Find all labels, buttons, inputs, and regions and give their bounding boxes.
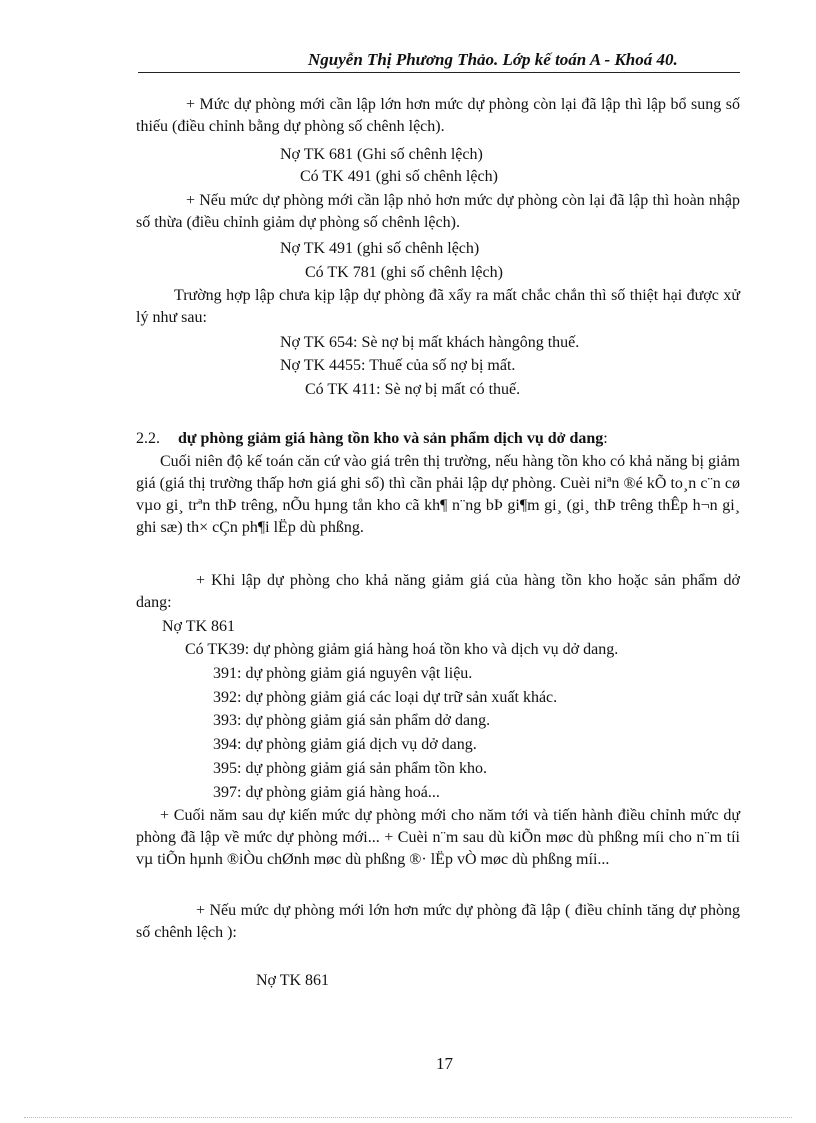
entry-credit-781: Có TK 781 (ghi số chênh lệch) [305,264,503,281]
sub-account-393: 393: dự phòng giảm giá sản phẩm dở dang. [213,712,491,729]
header-rule [138,72,740,73]
entry-debit-4455: Nợ TK 4455: Thuế của số nợ bị mất. [280,357,516,374]
paragraph-next-year: + Cuối năm sau dự kiến mức dự phòng mới cho năm tới và tiến hành điều chỉnh mức dự phòng đã lập về mức dự phòng mới... + Cuèi n¨m sau dù kiÕn møc dù phßng míi cho n¨m tíi vµ tiÕn hµnh ®iÒu chØnh møc dù phßng ®· lËp vÒ møc dù phßng míi... [136,807,740,868]
entry-credit-tk39: Có TK39: dự phòng giảm giá hàng hoá tồn kho và dịch vụ dở dang. [185,641,619,658]
section-number: 2.2. [136,430,160,447]
paragraph-increase: + Nếu mức dự phòng mới lớn hơn mức dự phòng đã lập ( điều chỉnh tăng dự phòng số chênh lệch ): [136,902,740,941]
bottom-rule [24,1117,792,1118]
section-colon: : [603,430,608,447]
entry-debit-861-final: Nợ TK 861 [256,972,330,989]
paragraph-loss-case: Trường hợp lập chưa kịp lập dự phòng đã xẩy ra mất chắc chắn thì số thiệt hại được xử lý như sau: [136,287,740,326]
page-header: Nguyễn Thị Phương Thảo. Lớp kế toán A - Khoá 40. [308,50,678,69]
paragraph-reversal: + Nếu mức dự phòng mới cần lập nhỏ hơn mức dự phòng còn lại đã lập thì hoàn nhập số thừa (điều chỉnh giảm dự phòng số chênh lệch). [136,192,740,231]
paragraph-additional-provision: + Mức dự phòng mới cần lập lớn hơn mức dự phòng còn lại đã lập thì lập bổ sung số thiếu (điều chỉnh bằng dự phòng số chênh lệch). [136,96,740,135]
section-title: dự phòng giảm giá hàng tồn kho và sản phẩm dịch vụ dở dang [178,430,604,447]
entry-debit-861: Nợ TK 861 [162,618,236,635]
sub-account-397: 397: dự phòng giảm giá hàng hoá... [213,784,440,801]
sub-account-394: 394: dự phòng giảm giá dịch vụ dở dang. [213,736,477,753]
page-number: 17 [436,1054,453,1073]
paragraph-set-provision: + Khi lập dự phòng cho khả năng giảm giá của hàng tồn kho hoặc sản phẩm dở dang: [136,572,740,611]
sub-account-395: 395: dự phòng giảm giá sản phẩm tồn kho. [213,760,487,777]
section-heading [136,428,608,450]
entry-debit-681: Nợ TK 681 (Ghi số chênh lệch) [280,146,483,163]
entry-debit-654: Nợ TK 654: Sè nợ bị mất khách hàngông thuế. [280,334,580,351]
sub-account-391: 391: dự phòng giảm giá nguyên vật liệu. [213,665,473,682]
entry-credit-411: Có TK 411: Sè nợ bị mất có thuế. [305,381,521,398]
sub-account-392: 392: dự phòng giảm giá các loại dự trữ sản xuất khác. [213,689,558,706]
entry-debit-491: Nợ TK 491 (ghi số chênh lệch) [280,240,480,257]
entry-credit-491: Có TK 491 (ghi số chênh lệch) [300,168,498,185]
paragraph-year-end: Cuối niên độ kế toán căn cứ vào giá trên thị trường, nếu hàng tồn kho có khả năng bị giảm giá (giá thị trường thấp hơn giá ghi sổ) thì cần phải lập dự phòng. Cuèi niªn ®é kÕ to¸n c¨n cø vµo gi¸ trªn thÞ trêng, nÕu hµng tån kho cã kh¶ n¨ng bÞ gi¶m gi¸ (gi¸ thÞ trêng thÊp h¬n gi¸ ghi sæ) th× cÇn ph¶i lËp dù phßng. [136,453,740,536]
